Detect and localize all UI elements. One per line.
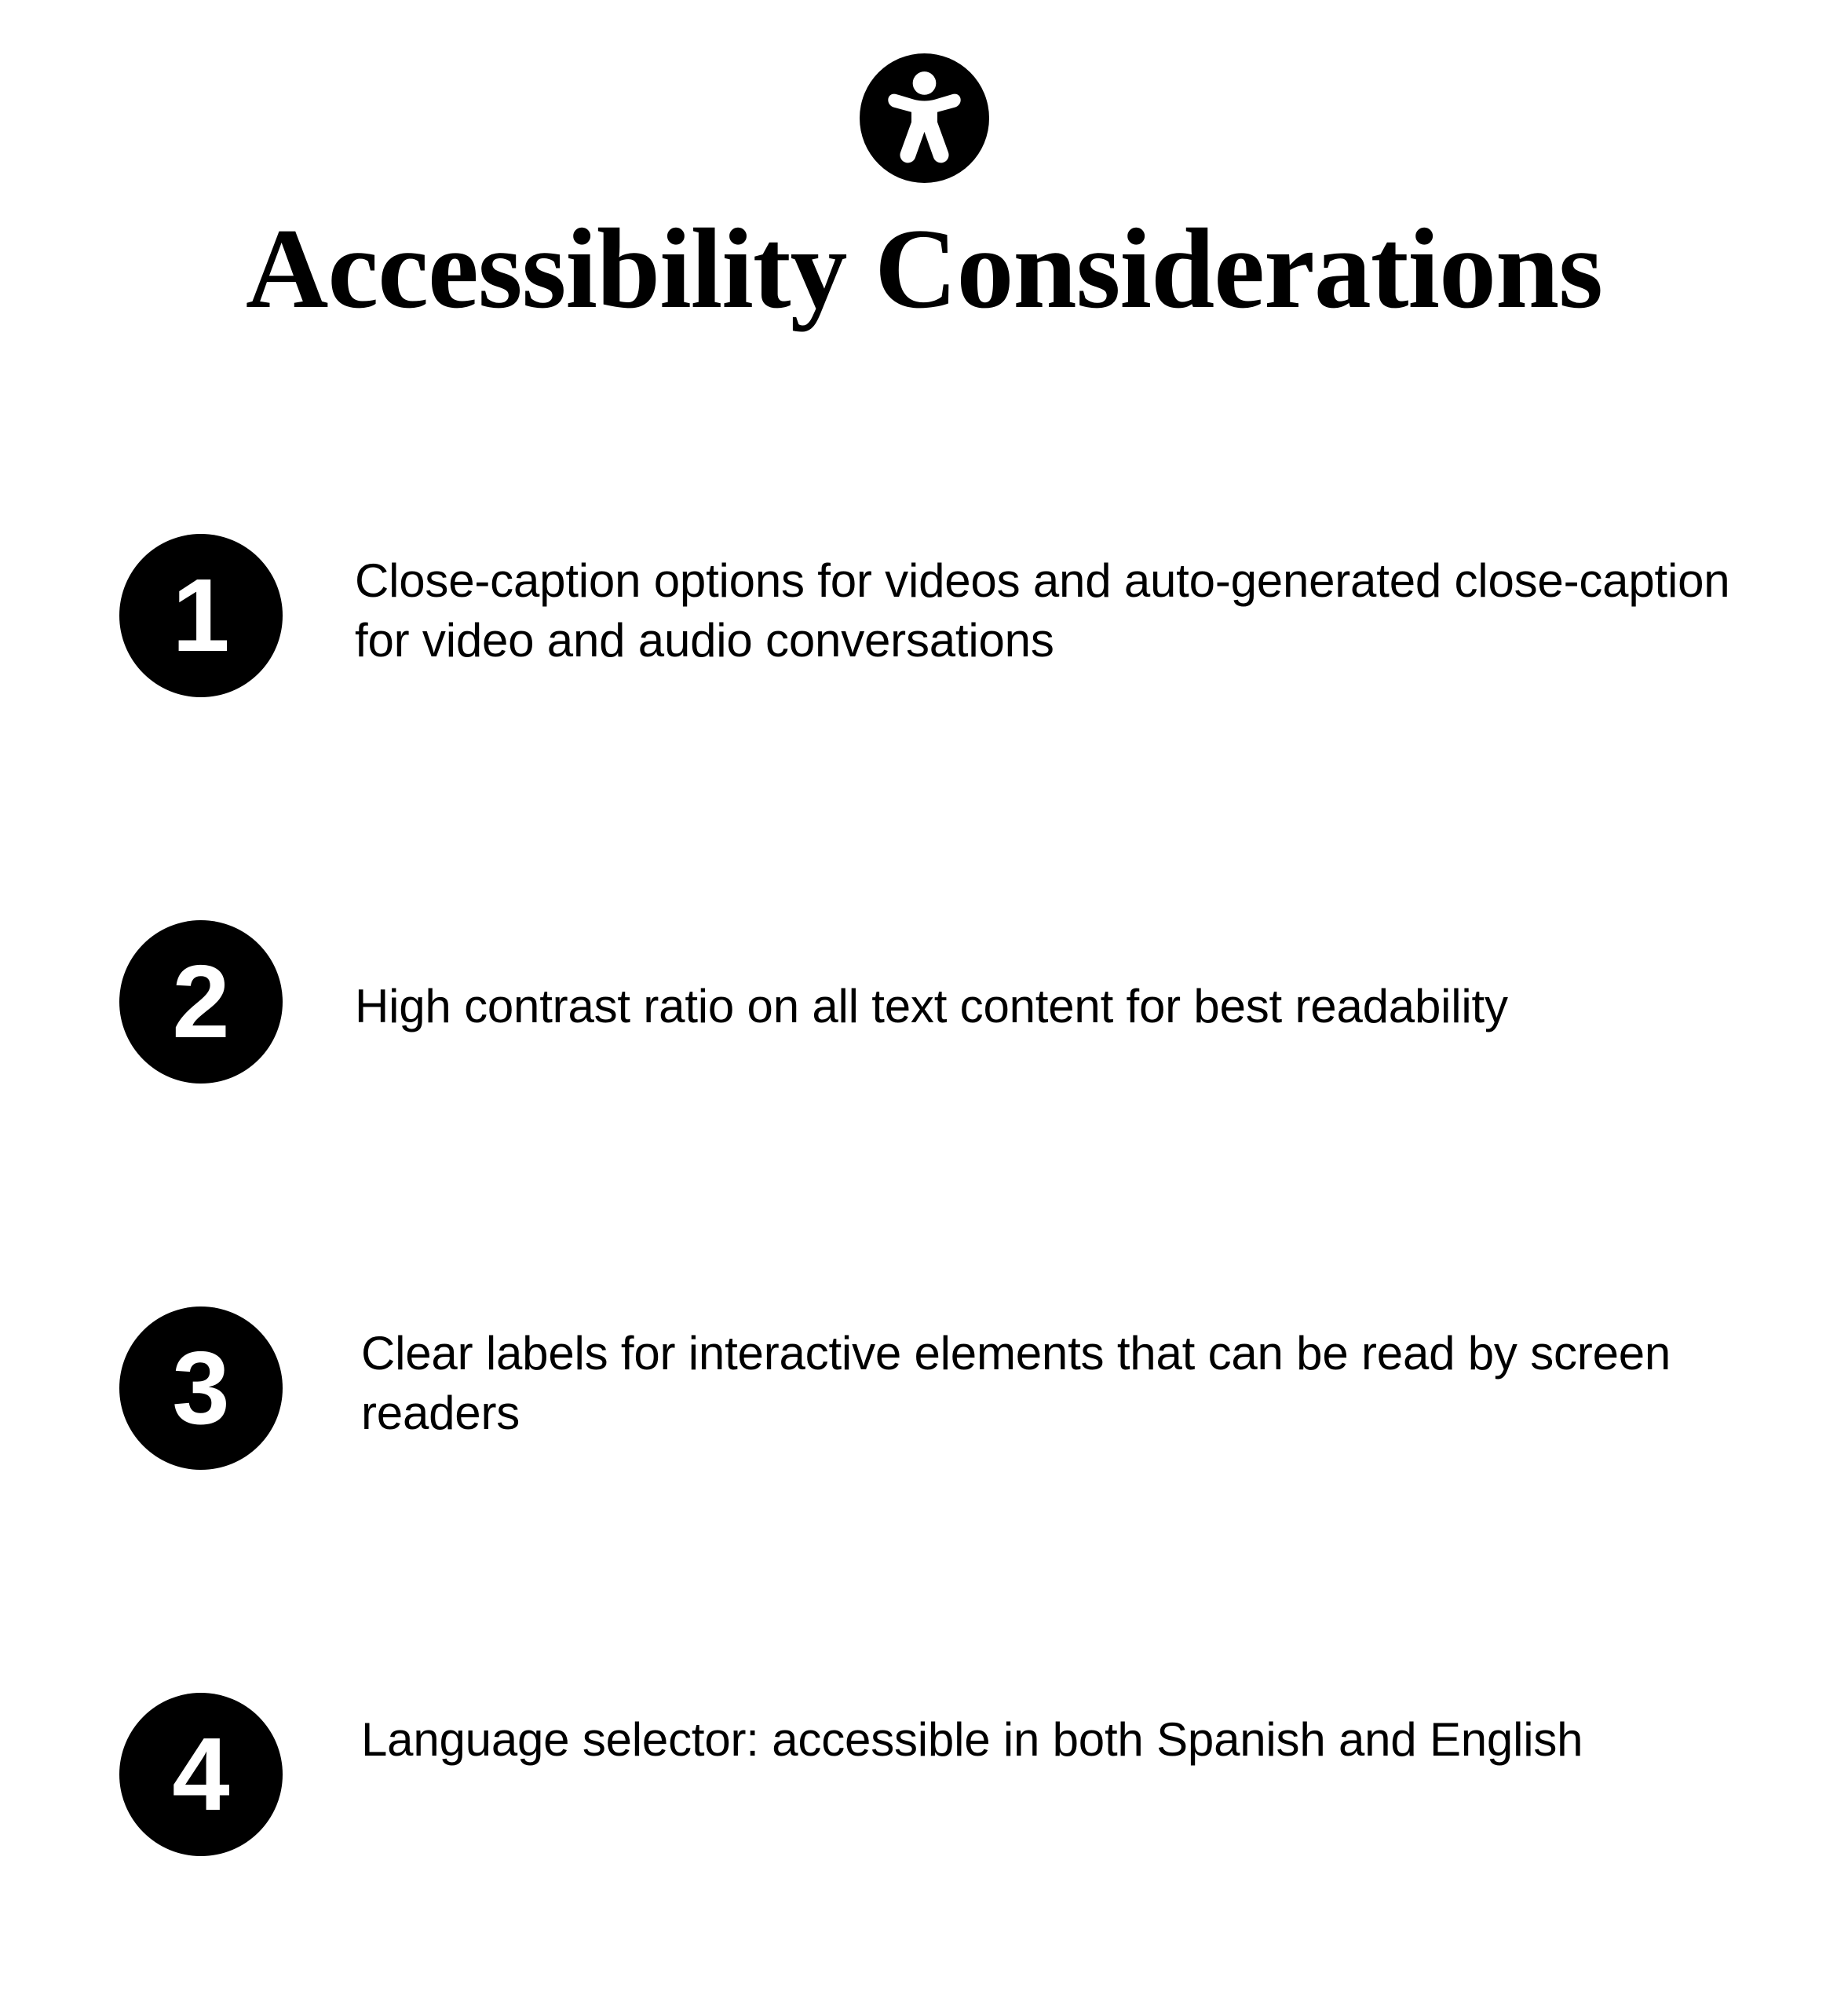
list-item <box>119 1693 1737 1856</box>
accessibility-icon <box>860 53 989 183</box>
item-number-badge: 3 <box>119 1306 283 1470</box>
item-number-badge: 2 <box>119 920 283 1084</box>
item-text: Clear labels for interactive elements that can be read by screen readers <box>361 1327 1671 1440</box>
page-title: Accessibility Considerations <box>245 205 1603 332</box>
list-item <box>119 920 1737 1084</box>
item-text: Language selector: accessible in both Spanish and English <box>361 1713 1583 1766</box>
slide-header <box>0 0 1848 332</box>
item-text: High contrast ratio on all text content for best readability <box>355 980 1508 1032</box>
list-item <box>119 534 1737 697</box>
list-item <box>119 1306 1737 1470</box>
item-number-badge: 1 <box>119 534 283 697</box>
item-text: Close-caption options for videos and auto-generated close-caption for video and audio conversations <box>355 554 1730 667</box>
item-number-badge: 4 <box>119 1693 283 1856</box>
